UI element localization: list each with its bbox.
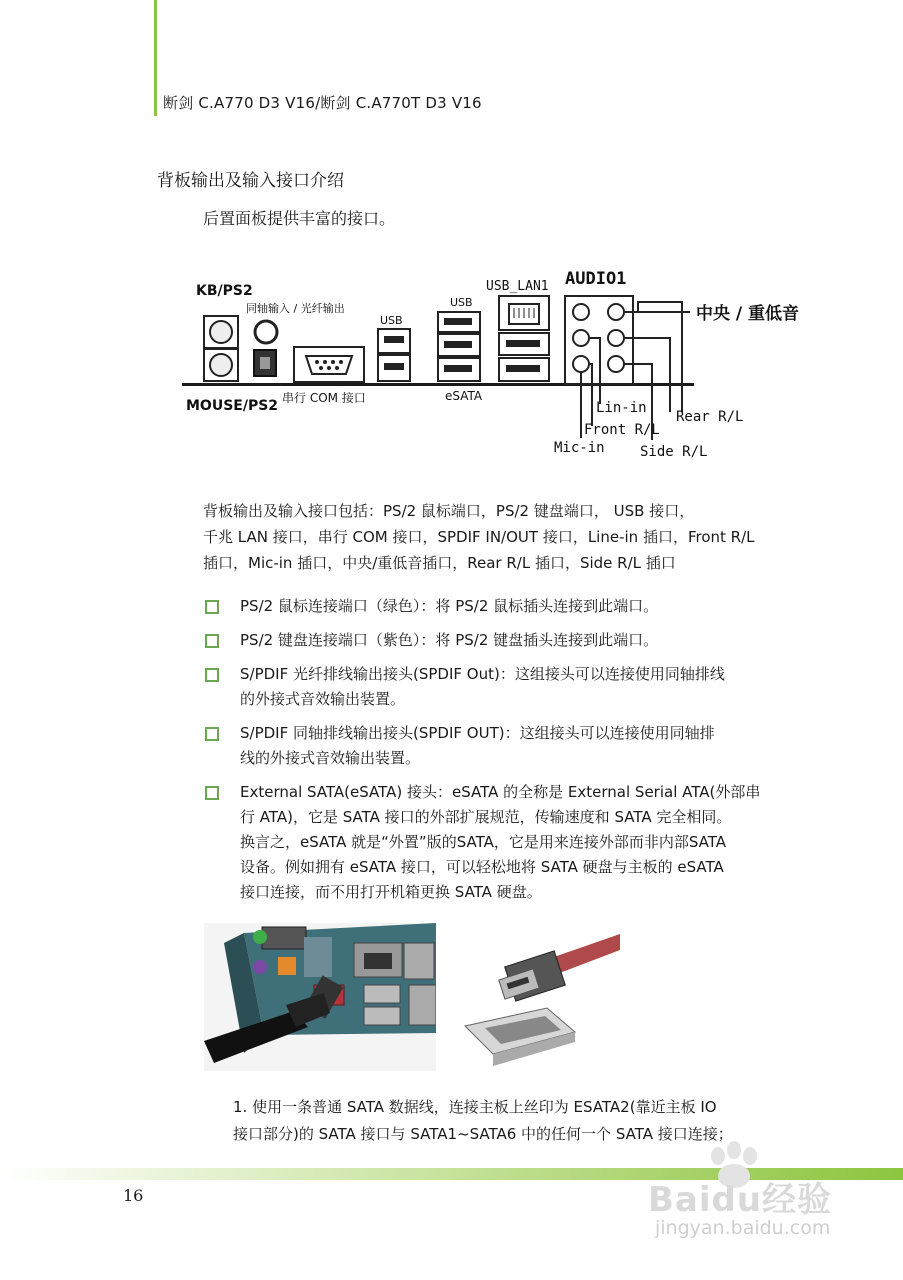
list-item: S/PDIF 同轴排线输出接头(SPDIF OUT)：这组接头可以连接使用同轴排 线的外接式音效输出装置。 [203,721,803,771]
label-esata: eSATA [445,389,483,403]
list-item: S/PDIF 光纤排线输出接头(SPDIF Out)：这组接头可以连接使用同轴排线 的外接式音效输出装置。 [203,662,803,712]
label-mouse-ps2: MOUSE/PS2 [186,398,279,414]
usb-stack-left [378,329,410,381]
esata-cable-connector-photo [455,928,620,1071]
section-title: 背板输出及输入接口介绍 [157,171,344,191]
ps2-keyboard-port [204,316,238,348]
checkbox-bullet-icon [205,727,219,741]
rear-panel-diagram [182,262,802,472]
watermark-site-url: jingyan.baidu.com [655,1217,831,1239]
step-line: 1. 使用一条普通 SATA 数据线，连接主板上丝印为 ESATA2(靠近主板 IO [233,1098,717,1116]
label-rear: Rear R/L [676,409,744,425]
label-usb-left: USB [380,314,403,327]
label-side: Side R/L [640,444,708,460]
label-coax-optical: 同轴输入 / 光纤输出 [246,302,345,315]
section-intro: 后置面板提供丰富的接口。 [203,209,396,228]
paragraph-line: 背板输出及输入接口包括：PS/2 鼠标端口，PS/2 键盘端口， USB 接口， [203,502,695,520]
com-port [294,347,364,382]
label-front: Front R/L [584,422,660,438]
paragraph-line: 千兆 LAN 接口，串行 COM 接口，SPDIF IN/OUT 接口，Line-in 插口，Front R/L [203,528,755,546]
ps2-mouse-port [204,349,238,381]
checkbox-bullet-icon [205,600,219,614]
list-item: External SATA(eSATA) 接头：eSATA 的全称是 External Serial ATA(外部串 行 ATA)，它是 SATA 接口的外部扩展规范，传输速度和 SATA 完全相同。 换言之，eSATA 就是“外置”版的SATA，它是用来连接外部而非内部SATA 设备。例如拥有 eSATA 接口，可以轻松地将 SATA 硬盘与主板的 eSATA 接口连接，而不用打开机箱更换 SATA 硬盘。 [203,780,803,905]
label-kb-ps2: KB/PS2 [196,283,253,299]
list-item: PS/2 键盘连接端口（紫色）：将 PS/2 键盘插头连接到此端口。 [203,628,803,653]
page-number: 16 [123,1186,144,1205]
label-line-in: Lin-in [596,400,647,416]
header-accent-line [154,0,157,116]
label-usb-mid: USB [450,296,473,309]
label-mic-in: Mic-in [554,440,605,456]
baidu-jingyan-watermark-logo: Baidu经验 [648,1180,833,1220]
paragraph-line: 插口，Mic-in 插口，中央/重低音插口，Rear R/L 插口，Side R/L 插口 [203,554,676,572]
step-line: 接口部分)的 SATA 接口与 SATA1~SATA6 中的任何一个 SATA 接口连接； [233,1125,733,1143]
checkbox-bullet-icon [205,786,219,800]
label-com: 串行 COM 接口 [282,391,366,405]
label-usb-lan1: USB_LAN1 [486,279,549,294]
list-item: PS/2 鼠标连接端口（绿色）：将 PS/2 鼠标插头连接到此端口。 [203,594,803,619]
coaxial-port [255,321,277,343]
page-header: 断剑 C.A770 D3 V16/断剑 C.A770T D3 V16 [163,94,482,112]
checkbox-bullet-icon [205,634,219,648]
lan-usb-stack [499,296,549,381]
esata-io-photo [204,923,436,1071]
port-bullet-list [203,594,803,914]
label-audio01: AUDIO1 [565,269,627,289]
checkbox-bullet-icon [205,668,219,682]
ports-summary-paragraph [203,498,801,576]
label-center-sub: 中央 / 重低音 [696,304,800,324]
esata-usb-stack [438,312,480,381]
